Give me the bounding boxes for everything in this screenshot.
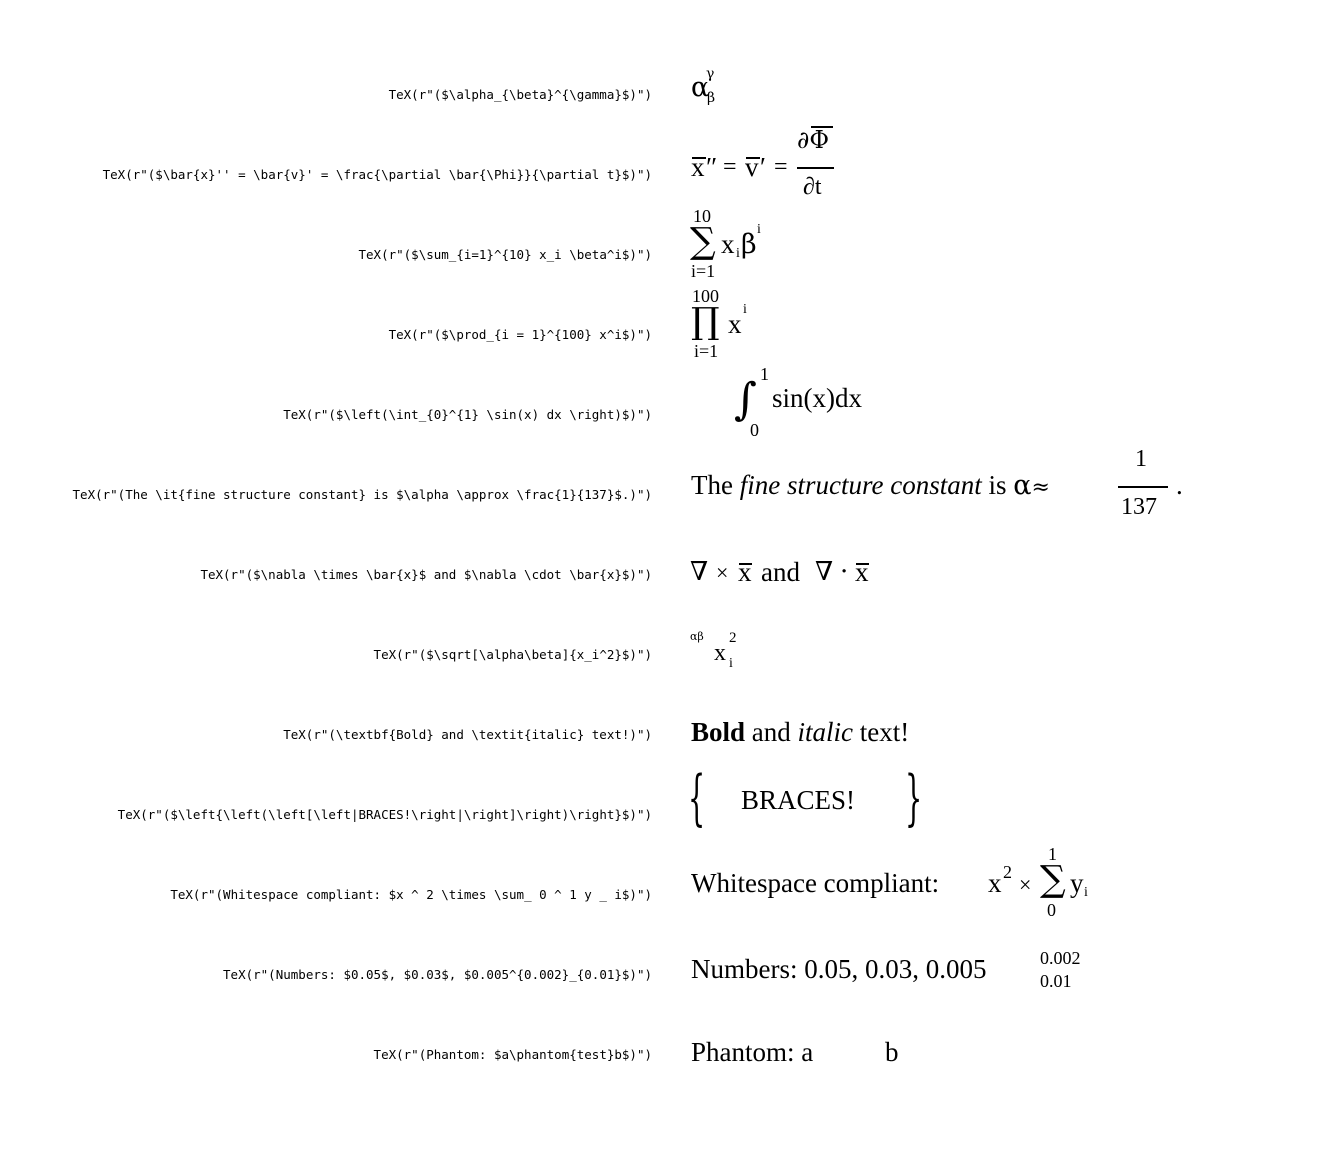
nabla-icon: ∇: [815, 557, 834, 587]
tex-source-sum: TeX(r"($\sum_{i=1}^{10} x_i \beta^i$)"): [358, 247, 652, 262]
tex-source-alpha: TeX(r"($\alpha_{\beta}^{\gamma}$)"): [388, 87, 652, 102]
sum-icon: ∑: [1040, 859, 1066, 900]
tex-source-numbers: TeX(r"(Numbers: $0.05$, $0.03$, $0.005^{0.002}_{0.01}$)"): [223, 967, 652, 982]
tex-source-fine-structure: TeX(r"(The \it{fine structure constant} is $\alpha \approx \frac{1}{137}$.)"): [72, 487, 652, 502]
product-icon: ∏: [691, 301, 720, 342]
tex-source-bold-italic: TeX(r"(\textbf{Bold} and \textit{italic} text!)"): [283, 727, 652, 742]
tex-source-prod: TeX(r"($\prod_{i = 1}^{100} x^i$)"): [388, 327, 652, 342]
tex-source-sqrt: TeX(r"($\sqrt[\alpha\beta]{x_i^2}$)"): [373, 647, 652, 662]
tex-source-nabla: TeX(r"($\nabla \times \bar{x}$ and $\nabla \cdot \bar{x}$)"): [200, 567, 652, 582]
tex-source-braces: TeX(r"($\left{\left(\left[\left|BRACES!\right|\right]\right)\right}$)"): [117, 807, 652, 822]
tex-source-bar-fraction: TeX(r"($\bar{x}'' = \bar{v}' = \frac{\partial \bar{\Phi}}{\partial t}$)"): [102, 167, 652, 182]
tex-source-integral: TeX(r"($\left(\int_{0}^{1} \sin(x) dx \right)$)"): [283, 407, 652, 422]
nabla-icon: ∇: [690, 557, 709, 587]
tex-source-phantom: TeX(r"(Phantom: $a\phantom{test}b$)"): [373, 1047, 652, 1062]
tex-source-whitespace: TeX(r"(Whitespace compliant: $x ^ 2 \times \sum_ 0 ^ 1 y _ i$)"): [170, 887, 652, 902]
sum-icon: ∑: [690, 221, 716, 262]
integral-icon: ∫: [734, 374, 757, 425]
